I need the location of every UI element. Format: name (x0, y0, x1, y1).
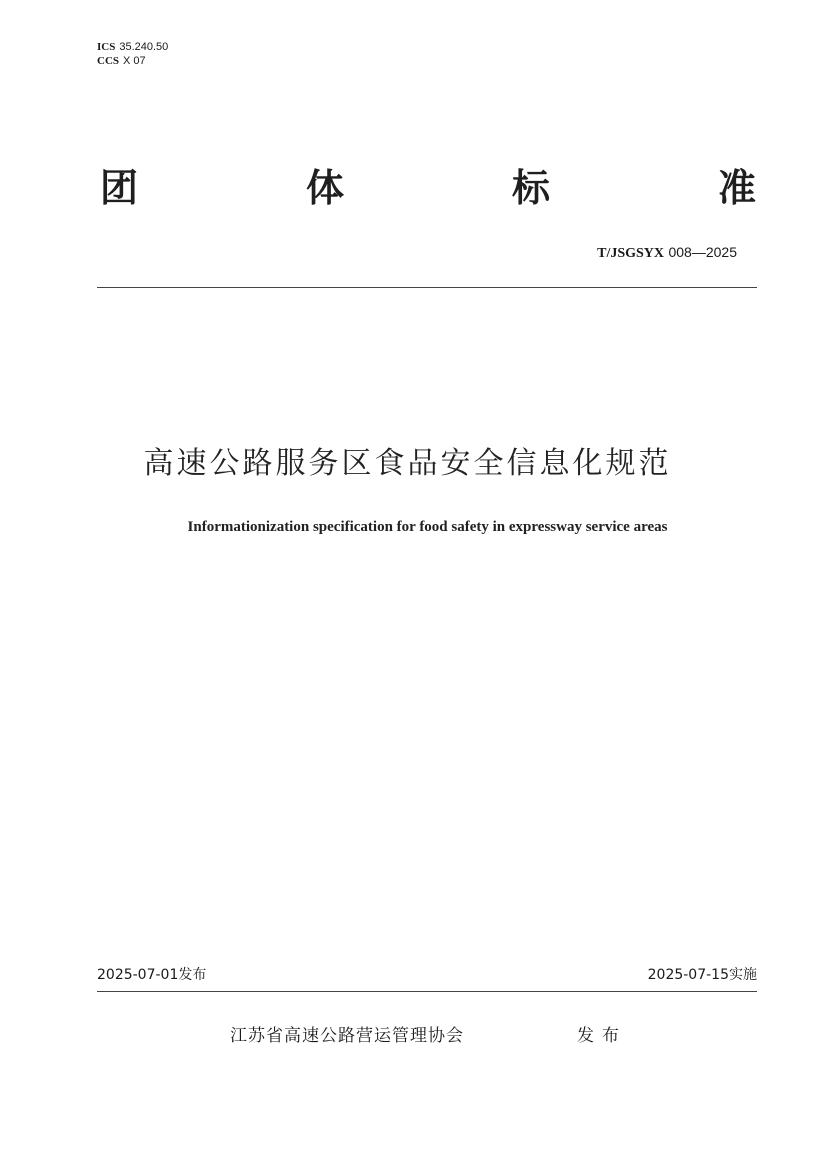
publisher-action: 发布 (577, 1026, 627, 1046)
ics-code (97, 40, 168, 54)
standard-type-heading (100, 165, 756, 211)
ccs-code (97, 54, 168, 68)
standard-type-char: 体 (305, 166, 344, 210)
classification-codes (97, 40, 168, 68)
standard-number-suffix: 008—2025 (668, 244, 737, 260)
standard-number (597, 243, 737, 263)
ccs-label: CCS (97, 55, 120, 67)
ics-label: ICS (97, 41, 116, 53)
standard-type-char: 标 (511, 166, 550, 210)
title-chinese: 高速公路服务区食品安全信息化规范 (143, 446, 672, 481)
standard-type-char: 准 (717, 166, 756, 210)
ccs-value: X 07 (123, 55, 146, 67)
publisher-name: 江苏省高速公路营运管理协会 (230, 1026, 464, 1046)
implementation-date: 2025-07-15实施 (647, 967, 757, 983)
ics-value: 35.240.50 (119, 41, 169, 53)
title-english: Informationization specification for food safety in expressway service areas (187, 519, 668, 535)
standard-type-char: 团 (100, 166, 139, 210)
standard-number-prefix: T/JSGSYX (597, 246, 665, 261)
bottom-divider (97, 991, 757, 992)
top-divider (97, 287, 757, 288)
issue-date: 2025-07-01发布 (97, 967, 207, 983)
